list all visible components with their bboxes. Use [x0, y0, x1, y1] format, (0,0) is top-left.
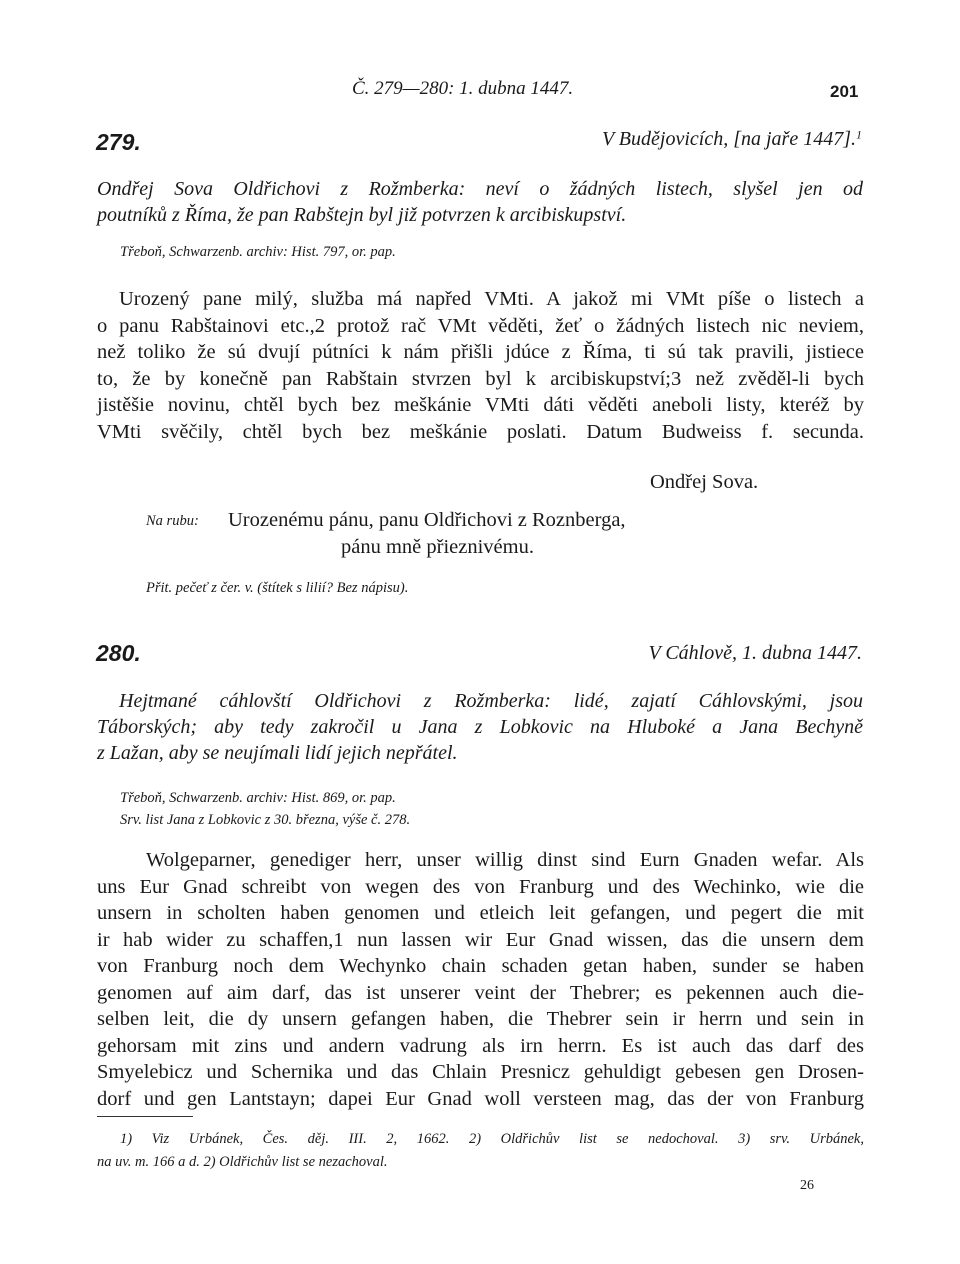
text-line: jistěšie novinu, chtěl bych bez meškánie VMti dáti věděti aneboli listy, kteréž by	[97, 394, 864, 416]
text-line: Wolgeparner, genediger herr, unser willig dinst sind Eurn Gnaden wefar. Als	[146, 849, 864, 871]
regest-line: Hejtmané cáhlovští Oldřichovi z Rožmberka: lidé, zajatí Cáhlovskými, jsou	[119, 690, 863, 712]
regest-line: Táborských; aby tedy zakročil u Jana z Lobkovic na Hluboké a Jana Bechyně	[97, 716, 863, 738]
doc-279-text	[97, 286, 864, 445]
regest-line: Ondřej Sova Oldřichovi z Rožmberka: neví o žádných listech, slyšel jen od	[97, 178, 863, 200]
regest-line: poutníků z Říma, že pan Rabštejn byl již potvrzen k arcibiskupství.	[97, 204, 627, 226]
doc-280-text	[97, 847, 864, 1112]
footnote-line: na uv. m. 166 a d. 2) Oldřichův list se nezachoval.	[97, 1154, 388, 1170]
text-line: Smyelebicz und Schernika und das Chlain Presnicz gehuldigt gebesen gen Drosen-	[97, 1061, 864, 1083]
text-line: gehorsam mit zins und andern vadrung als irn herrn. Es ist auch das darf des	[97, 1034, 864, 1057]
text-line: to, že by konečně pan Rabštain stvrzen byl k arcibiskupství;3 než zvěděl-li bych	[97, 367, 864, 390]
text-line: unsern in scholten haben genomen und etleich leit gefangen, und pegert die mit	[97, 902, 864, 924]
footnote-line: 1) Viz Urbánek, Čes. děj. III. 2, 1662. 2) Oldřichův list se nedochoval. 3) srv. Urbánek,	[120, 1131, 864, 1147]
doc-280-source-ref: Srv. list Jana z Lobkovic z 30. března, výše č. 278.	[120, 812, 411, 828]
doc-279-place-date	[602, 128, 862, 151]
page-number: 201	[830, 82, 859, 101]
text-line: VMti svěčily, chtěl bych bez meškánie poslati. Datum Budweiss f. secunda.	[97, 420, 864, 443]
signature-mark: 26	[800, 1178, 814, 1193]
text-line: selben leit, die dy unsern gefangen haben, die Thebrer sein ir herrn und sein in	[97, 1008, 864, 1030]
text-line: než toliko že sú dvují pútníci k nám přišli jdúce z Říma, ti sú tak pravili, jistiece	[97, 341, 864, 363]
address-line: Urozenému pánu, panu Oldřichovi z Roznberga,	[228, 509, 626, 531]
text-line: ir hab wider zu schaffen,1 nun lassen wir Eur Gnad wissen, das die unsern dem	[97, 928, 864, 951]
doc-279-source: Třeboň, Schwarzenb. archiv: Hist. 797, or. pap.	[120, 244, 396, 260]
footnote-rule	[97, 1116, 193, 1117]
doc-279-signature: Ondřej Sova.	[650, 471, 759, 493]
text-line: o panu Rabštainovi etc.,2 protož rač VMt věděti, žeť o žádných listech nic neviem,	[97, 314, 864, 337]
doc-280-regest	[97, 688, 863, 766]
text-line: Urozený pane milý, služba má napřed VMti. A jakož mi VMt píše o listech a	[119, 288, 864, 310]
text-line: uns Eur Gnad schreibt von wegen des von Franburg und des Wechinko, wie die	[97, 875, 864, 898]
running-title: Č. 279—280: 1. dubna 1447.	[352, 78, 574, 99]
address-label: Na rubu:	[146, 513, 199, 529]
regest-line: z Lažan, aby se neujímali lidí jejich nepřátel.	[97, 742, 458, 764]
text-line: von Franburg noch dem Wechynko chain schaden getan haben, sunder se haben	[97, 955, 864, 977]
footnote-ref: 1	[856, 127, 862, 142]
doc-280-number: 280.	[96, 640, 141, 666]
doc-279-number: 279.	[96, 129, 141, 155]
text-line: genomen auf aim darf, das ist unserer veint der Thebrer; es pekennen auch die-	[97, 981, 864, 1004]
doc-280-place-date: V Cáhlově, 1. dubna 1447.	[648, 642, 862, 664]
address-line: pánu mně přieznivému.	[341, 536, 534, 558]
text-line: dorf und gen Lantstayn; dapei Eur Gnad woll versteen mag, das der von Franburg	[97, 1087, 864, 1110]
doc-279-regest	[97, 176, 863, 228]
doc-279-seal: Přit. pečeť z čer. v. (štítek s lilií? Bez nápisu).	[146, 580, 409, 596]
doc-280-source: Třeboň, Schwarzenb. archiv: Hist. 869, or. pap.	[120, 790, 396, 806]
doc-279-place-date-text: V Budějovicích, [na jaře 1447].	[601, 128, 856, 150]
